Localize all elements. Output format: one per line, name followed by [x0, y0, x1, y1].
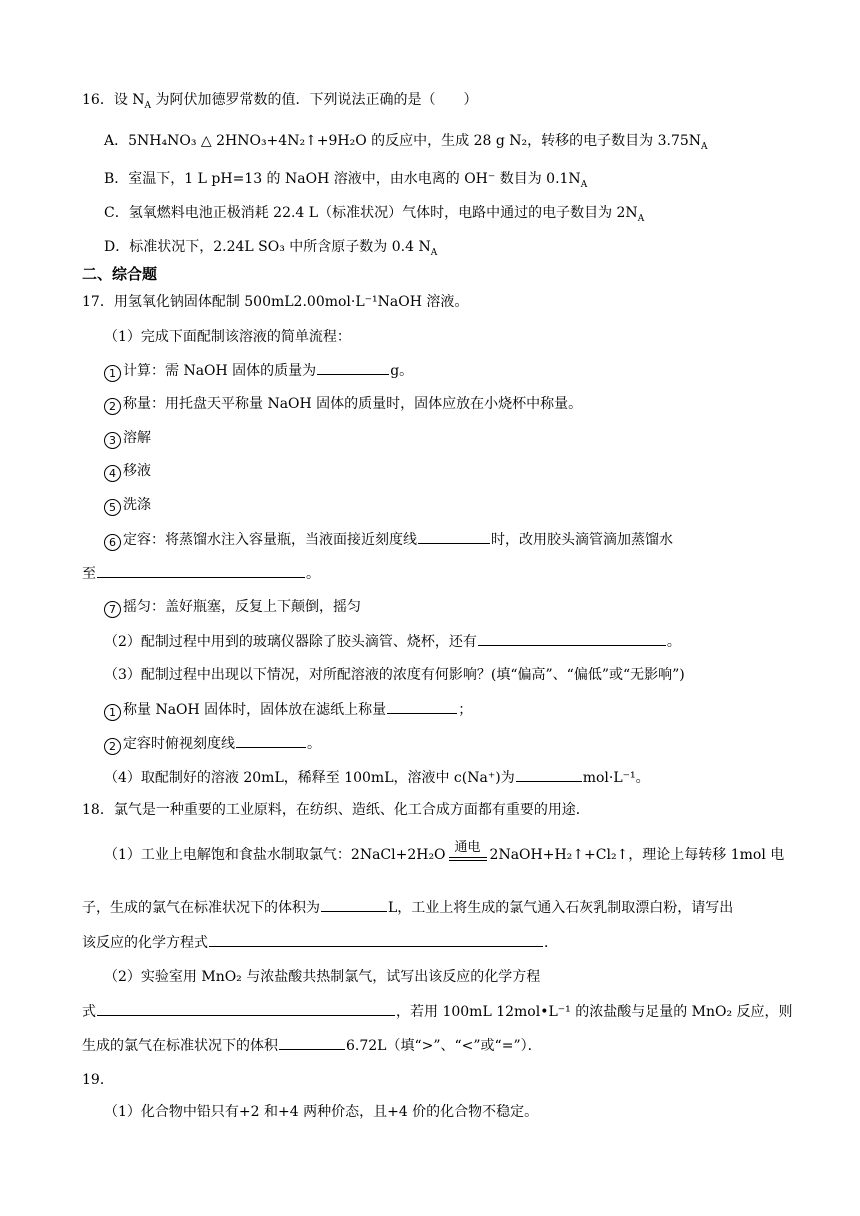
- step-number: 1: [104, 365, 121, 382]
- answer-blank[interactable]: [516, 767, 582, 782]
- q19-stem: 19．: [82, 1072, 114, 1088]
- answer-blank[interactable]: [478, 631, 666, 646]
- reaction-condition: 通电: [449, 857, 487, 861]
- q16-option-d: D．标准状况下，2.24L SO₃ 中所含原子数为 0.4 $N_A$: [104, 239, 438, 258]
- q17-part2: （2）配制过程中用到的玻璃仪器除了胶头滴管、烧杯，还有 。: [104, 631, 681, 652]
- q16-option-b: B．室温下，1 L pH=13 的 NaOH 溶液中，由水电离的 OH⁻ 数目为 $0.1N_A$: [104, 171, 588, 190]
- q18-part2-line3: 生成的氯气在标准状况下的体积 6.72L（填“>”、“<”或“=”）．: [82, 1035, 542, 1056]
- q18-part1-line1: （1）工业上电解饱和食盐水制取氯气：2NaCl+2H₂O 通电 2NaOH+H₂↑+Cl₂↑，理论上每转移 1mol 电: [104, 840, 785, 863]
- q17-error2: 2 定容时俯视刻度线 。: [104, 733, 321, 755]
- q18-part1-line2: 子，生成的氯气在标准状况下的体积为 L，工业上将生成的氯气通入石灰乳制取漂白粉，请写出: [82, 897, 733, 918]
- q17-step7: 7 摇匀：盖好瓶塞，反复上下颠倒，摇匀: [104, 597, 361, 618]
- q17-step6-cont: 至 。: [82, 563, 320, 584]
- answer-blank[interactable]: [236, 733, 306, 748]
- q18-part2-line2: 式 ，若用 100mL 12mol•L⁻¹ 的浓盐酸与足量的 MnO₂ 反应，则: [82, 1001, 793, 1022]
- q18-part1-line3: 该反应的化学方程式 ．: [82, 932, 558, 953]
- q17-part4: （4）取配制好的溶液 20mL，稀释至 100mL，溶液中 c(Na⁺)为 mol·L⁻¹。: [104, 767, 650, 788]
- q16-option-a: A．5NH₄NO₃ △ 2HNO₃+4N₂↑+9H₂O 的反应中，生成 28 g N₂，转移的电子数目为 $3.75N_A$: [104, 133, 708, 152]
- answer-blank[interactable]: [321, 897, 387, 912]
- q18-stem: 18．氯气是一种重要的工业原料，在纺织、造纸、化工合成方面都有重要的用途．: [82, 802, 590, 818]
- q17-step1: 1 计算：需 NaOH 固体的质量为 g。: [104, 360, 413, 382]
- q17-error1: 1 称量 NaOH 固体时，固体放在滤纸上称量 ；: [104, 699, 472, 721]
- section-title: 二、综合题: [82, 265, 158, 283]
- answer-blank[interactable]: [317, 360, 389, 375]
- q17-step6: 6 定容：将蒸馏水注入容量瓶，当液面接近刻度线 时，改用胶头滴管滴加蒸馏水: [104, 529, 673, 551]
- q17-stem: 17．用氢氧化钠固体配制 500mL2.00mol·L⁻¹NaOH 溶液。: [82, 294, 469, 310]
- q17-step5: 5 洗涤: [104, 495, 151, 516]
- answer-blank[interactable]: [97, 563, 305, 578]
- q19-part1: （1）化合物中铅只有+2 和+4 两种价态，且+4 价的化合物不稳定。: [104, 1104, 539, 1120]
- q18-part2-line1: （2）实验室用 MnO₂ 与浓盐酸共热制氯气，试写出该反应的化学方程: [104, 969, 541, 985]
- answer-blank[interactable]: [279, 1035, 345, 1050]
- q17-part3: （3）配制过程中出现以下情况，对所配溶液的浓度有何影响？(填“偏高”、“偏低”或“无影响”): [104, 667, 685, 683]
- q16-stem: 16．设 $N_A$ 为阿伏加德罗常数的值．下列说法正确的是（ ）: [82, 92, 478, 111]
- q17-part1: （1）完成下面配制该溶液的简单流程：: [104, 329, 351, 345]
- q17-step4: 4 移液: [104, 461, 151, 482]
- answer-blank[interactable]: [387, 699, 457, 714]
- answer-blank[interactable]: [418, 529, 490, 544]
- answer-blank[interactable]: [97, 1001, 395, 1016]
- q17-step3: 3 溶解: [104, 428, 151, 449]
- q16-option-c: C．氢氧燃料电池正极消耗 22.4 L（标准状况）气体时，电路中通过的电子数目为 $2N_A$: [104, 205, 645, 224]
- q17-step2: 2 称量：用托盘天平称量 NaOH 固体的质量时，固体应放在小烧杯中称量。: [104, 394, 582, 415]
- answer-blank[interactable]: [209, 932, 543, 947]
